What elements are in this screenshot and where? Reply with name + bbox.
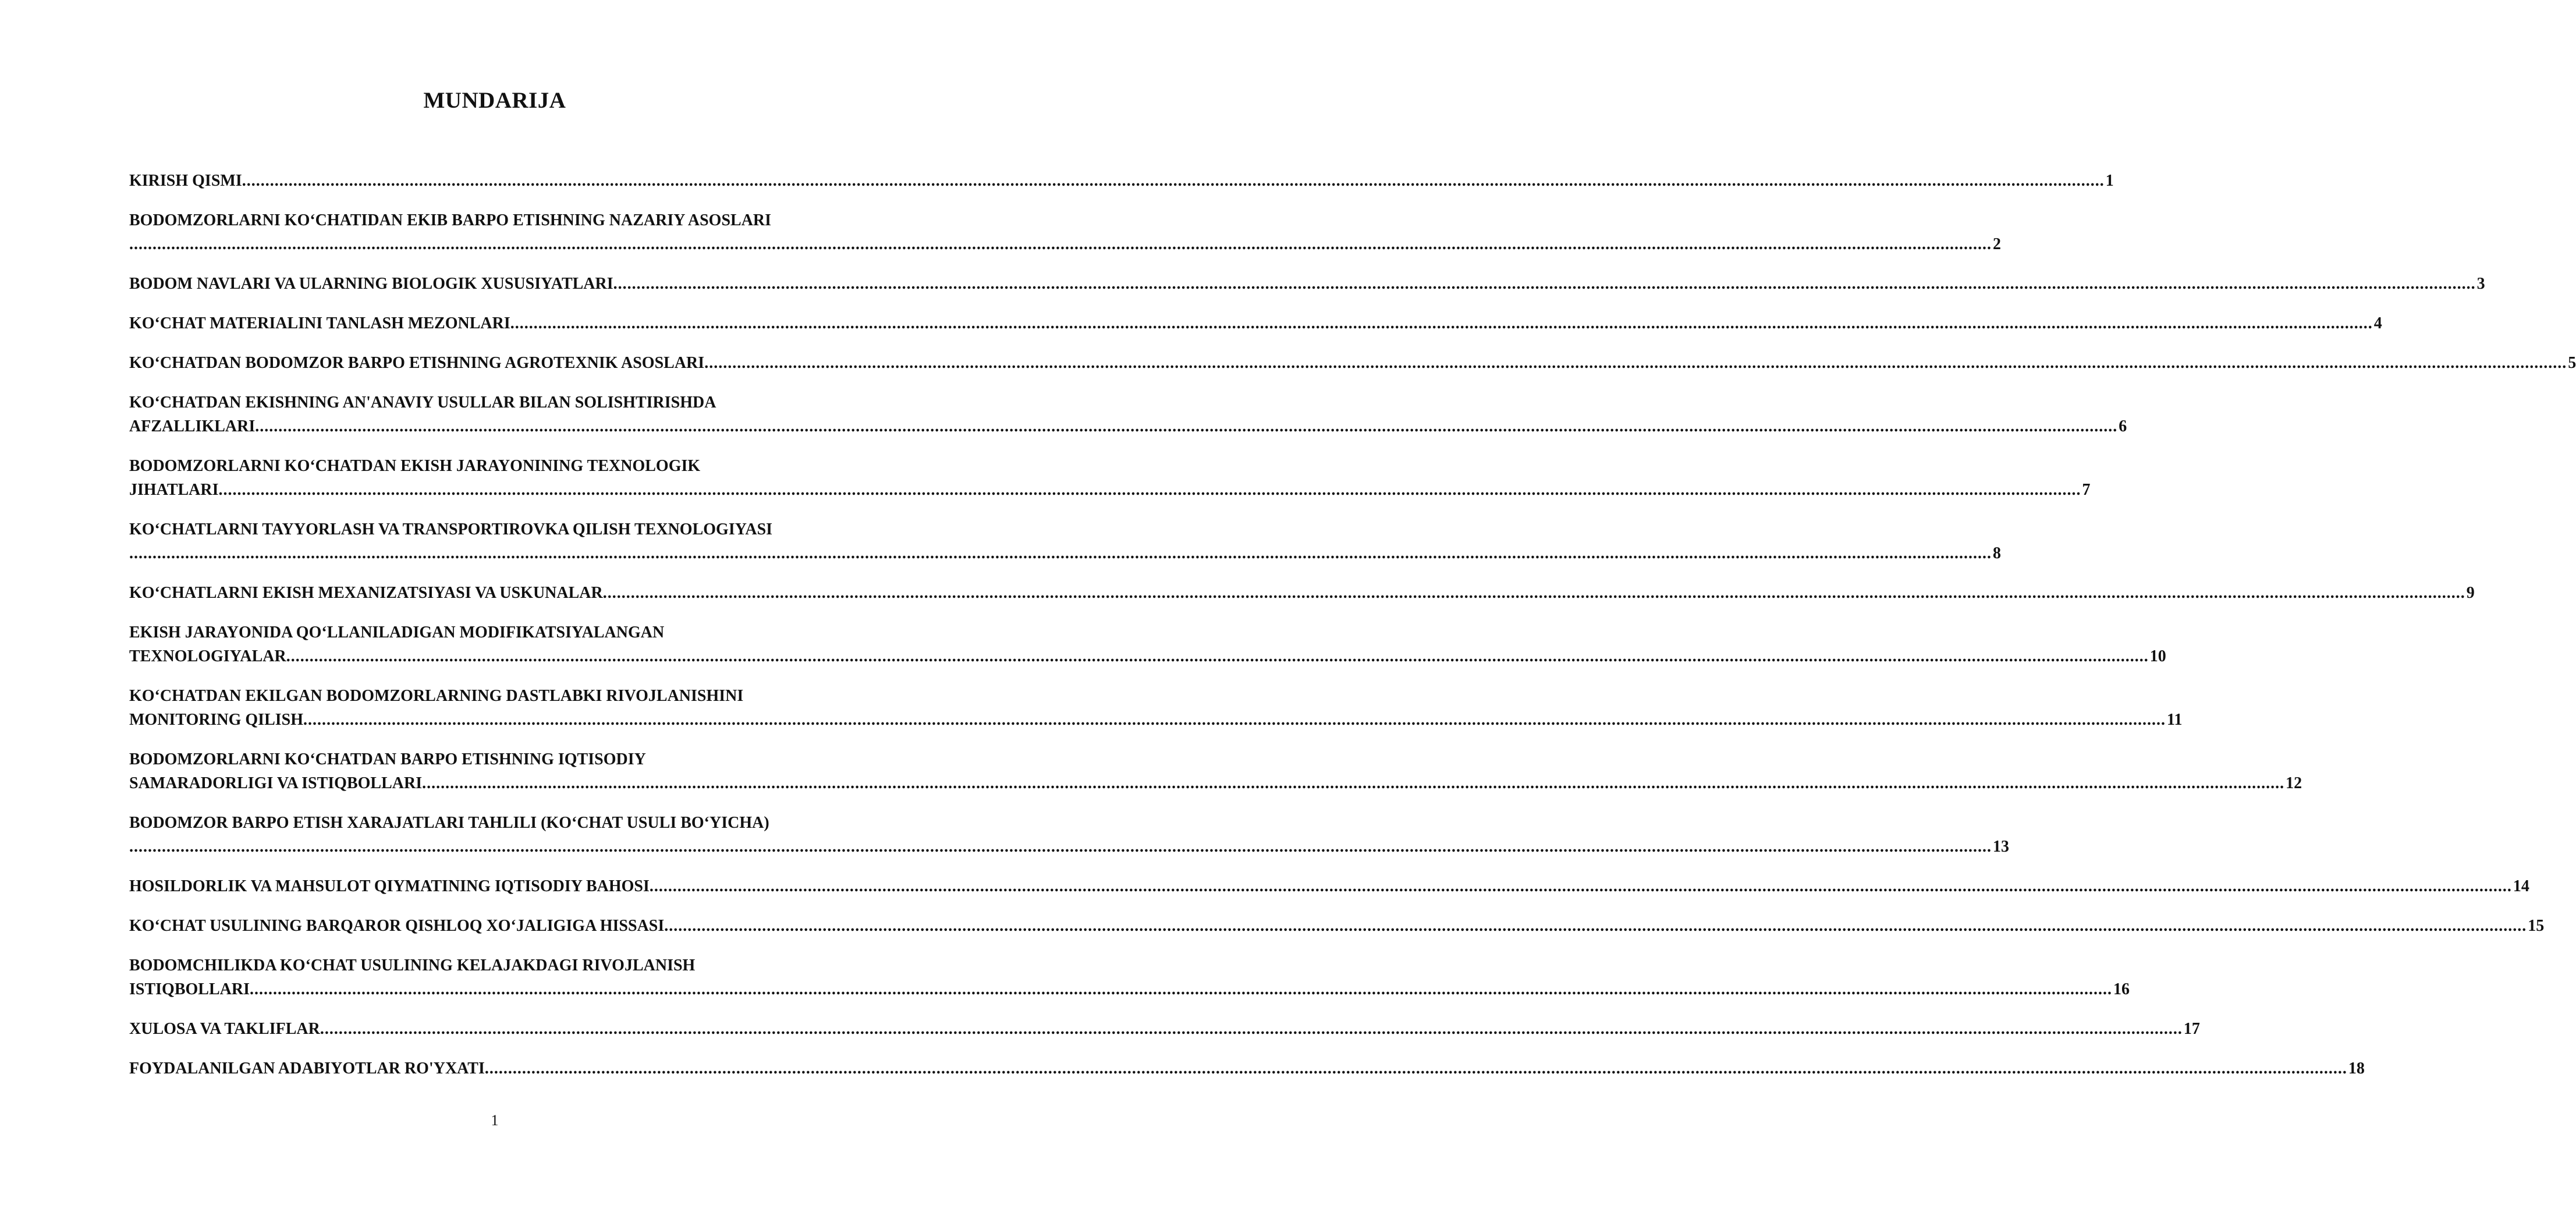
toc-page-number: 16 xyxy=(2113,980,2130,998)
toc-entry-line-with-page xyxy=(129,351,2576,375)
toc-entry-line-with-page xyxy=(129,977,2130,1001)
toc-entry[interactable] xyxy=(129,914,2545,938)
toc-dot-leader: ................................................................................................................................................................................................................................................................................................................................................................................................................ xyxy=(286,647,2149,665)
toc-entry-title: HOSILDORLIK VA MAHSULOT QIYMATINING IQTISODIY BAHOSI xyxy=(129,877,650,895)
toc-dot-leader: ................................................................................................................................................................................................................................................................................................................................................................................................................ xyxy=(242,172,2105,190)
toc-entry[interactable] xyxy=(129,169,2114,193)
toc-entry-title: BODOMZORLARNI KO‘CHATIDAN EKIB BARPO ETISHNING NAZARIY ASOSLARI xyxy=(129,211,772,229)
toc-dot-leader: ................................................................................................................................................................................................................................................................................................................................................................................................................ xyxy=(704,354,2567,372)
toc-page-number: 9 xyxy=(2466,584,2475,602)
toc-entry-line xyxy=(129,518,845,541)
toc-entry[interactable] xyxy=(129,518,2001,565)
toc-entry-line-with-page xyxy=(129,311,2382,335)
toc-entry-title: BODOM NAVLARI VA ULARNING BIOLOGIK XUSUSIYATLARI xyxy=(129,275,613,293)
toc-entry-line-with-page xyxy=(129,1017,2200,1041)
toc-page-number: 2 xyxy=(1993,235,2001,253)
toc-entry-title: BODOMCHILIKDA KO‘CHAT USULINING KELAJAKDAGI RIVOJLANISH xyxy=(129,956,696,974)
toc-dot-leader: ................................................................................................................................................................................................................................................................................................................................................................................................................ xyxy=(255,417,2118,435)
toc-page-number: 18 xyxy=(2348,1059,2365,1078)
toc-entry-line xyxy=(129,811,845,835)
toc-dot-leader: ................................................................................................................................................................................................................................................................................................................................................................................................................ xyxy=(422,774,2285,792)
toc-page-number: 10 xyxy=(2149,647,2166,665)
toc-entry-line xyxy=(129,684,845,708)
toc-entry-line-with-page xyxy=(129,835,2009,859)
toc-page-number: 15 xyxy=(2528,917,2545,935)
toc-page-number: 17 xyxy=(2183,1020,2200,1038)
page-number: 1 xyxy=(491,1112,499,1129)
table-of-contents xyxy=(129,169,2576,1096)
toc-entry-line xyxy=(129,747,845,771)
toc-entry-line-with-page xyxy=(129,914,2545,938)
toc-entry[interactable] xyxy=(129,1057,2365,1080)
toc-entry-line xyxy=(129,391,845,414)
toc-entry[interactable] xyxy=(129,811,2009,859)
toc-entry-title: XULOSA VA TAKLIFLAR xyxy=(129,1020,320,1038)
toc-entry[interactable] xyxy=(129,874,2529,898)
toc-entry[interactable] xyxy=(129,208,2001,256)
toc-page-number: 3 xyxy=(2476,275,2485,293)
toc-dot-leader: ................................................................................................................................................................................................................................................................................................................................................................................................................ xyxy=(510,314,2373,332)
toc-entry-line-with-page xyxy=(129,169,2114,193)
toc-entry-line-with-page xyxy=(129,874,2529,898)
toc-entry-title: EKISH JARAYONIDA QO‘LLANILADIGAN MODIFIKATSIYALANGAN xyxy=(129,623,665,642)
toc-entry-line xyxy=(129,208,845,232)
toc-entry-line-with-page xyxy=(129,232,2001,256)
toc-entry-title: JIHATLARI xyxy=(129,481,219,499)
toc-page-number: 13 xyxy=(1993,838,2009,856)
toc-page-number: 1 xyxy=(2105,172,2114,190)
toc-entry[interactable] xyxy=(129,391,2127,438)
toc-entry-line-with-page xyxy=(129,414,2127,438)
toc-entry-line-with-page xyxy=(129,1057,2365,1080)
toc-page-number: 7 xyxy=(2082,481,2091,499)
toc-entry[interactable] xyxy=(129,684,2183,732)
toc-dot-leader: ................................................................................................................................................................................................................................................................................................................................................................................................................ xyxy=(218,481,2081,499)
toc-dot-leader: ................................................................................................................................................................................................................................................................................................................................................................................................................ xyxy=(129,235,1992,253)
toc-entry-line-with-page xyxy=(129,771,2302,795)
toc-entry[interactable] xyxy=(129,272,2485,296)
toc-entry-title: BODOMZOR BARPO ETISH XARAJATLARI TAHLILI (KO‘CHAT USULI BO‘YICHA) xyxy=(129,814,769,832)
toc-page-number: 4 xyxy=(2373,314,2382,332)
toc-entry[interactable] xyxy=(129,351,2576,375)
toc-entry[interactable] xyxy=(129,311,2382,335)
toc-entry-line-with-page xyxy=(129,581,2475,605)
toc-entry-title: TEXNOLOGIYALAR xyxy=(129,647,286,665)
toc-entry-line-with-page xyxy=(129,644,2166,668)
toc-entry[interactable] xyxy=(129,621,2166,668)
toc-entry-title: KO‘CHATDAN EKILGAN BODOMZORLARNING DASTLABKI RIVOJLANISHINI xyxy=(129,687,744,705)
toc-entry-title: AFZALLIKLARI xyxy=(129,417,256,435)
toc-entry-title: MONITORING QILISH xyxy=(129,711,303,729)
toc-dot-leader: ................................................................................................................................................................................................................................................................................................................................................................................................................ xyxy=(320,1020,2183,1038)
toc-entry[interactable] xyxy=(129,454,2091,502)
toc-page-number: 12 xyxy=(2286,774,2302,792)
toc-dot-leader: ................................................................................................................................................................................................................................................................................................................................................................................................................ xyxy=(613,275,2476,293)
toc-entry-line xyxy=(129,954,845,977)
toc-dot-leader: ................................................................................................................................................................................................................................................................................................................................................................................................................ xyxy=(303,711,2166,729)
toc-entry-title: KO‘CHAT USULINING BARQAROR QISHLOQ XO‘JALIGIGA HISSASI xyxy=(129,917,665,935)
toc-entry-line-with-page xyxy=(129,541,2001,565)
toc-dot-leader: ................................................................................................................................................................................................................................................................................................................................................................................................................ xyxy=(129,544,1992,562)
toc-entry[interactable] xyxy=(129,1017,2200,1041)
page-title: MUNDARIJA xyxy=(423,88,566,113)
toc-entry-title: KO‘CHATDAN EKISHNING AN'ANAVIY USULLAR BILAN SOLISHTIRISHDA xyxy=(129,394,716,412)
toc-entry[interactable] xyxy=(129,747,2302,795)
toc-dot-leader: ................................................................................................................................................................................................................................................................................................................................................................................................................ xyxy=(649,877,2512,895)
toc-entry-title: KO‘CHATLARNI TAYYORLASH VA TRANSPORTIROVKA QILISH TEXNOLOGIYASI xyxy=(129,520,773,538)
toc-entry-title: ISTIQBOLLARI xyxy=(129,980,250,998)
toc-page-number: 11 xyxy=(2167,711,2183,729)
toc-entry-line xyxy=(129,454,845,478)
toc-entry-title: KO‘CHATLARNI EKISH MEXANIZATSIYASI VA USKUNALAR xyxy=(129,584,603,602)
toc-entry-title: FOYDALANILGAN ADABIYOTLAR RO'YXATI xyxy=(129,1059,485,1078)
toc-entry-title: BODOMZORLARNI KO‘CHATDAN BARPO ETISHNING IQTISODIY xyxy=(129,750,646,768)
toc-entry-line-with-page xyxy=(129,708,2183,732)
toc-entry-title: KIRISH QISMI xyxy=(129,172,242,190)
toc-entry-title: BODOMZORLARNI KO‘CHATDAN EKISH JARAYONINING TEXNOLOGIK xyxy=(129,457,701,475)
toc-entry[interactable] xyxy=(129,581,2475,605)
toc-dot-leader: ................................................................................................................................................................................................................................................................................................................................................................................................................ xyxy=(484,1059,2347,1078)
toc-dot-leader: ................................................................................................................................................................................................................................................................................................................................................................................................................ xyxy=(664,917,2527,935)
toc-entry[interactable] xyxy=(129,954,2130,1001)
toc-entry-title: KO‘CHAT MATERIALINI TANLASH MEZONLARI xyxy=(129,314,510,332)
toc-entry-title: KO‘CHATDAN BODOMZOR BARPO ETISHNING AGROTEXNIK ASOSLARI xyxy=(129,354,705,372)
toc-dot-leader: ................................................................................................................................................................................................................................................................................................................................................................................................................ xyxy=(249,980,2112,998)
toc-entry-line-with-page xyxy=(129,272,2485,296)
toc-dot-leader: ................................................................................................................................................................................................................................................................................................................................................................................................................ xyxy=(602,584,2465,602)
toc-dot-leader: ................................................................................................................................................................................................................................................................................................................................................................................................................ xyxy=(129,838,1992,856)
toc-page-number: 5 xyxy=(2568,354,2576,372)
toc-entry-line-with-page xyxy=(129,478,2091,502)
toc-entry-line xyxy=(129,621,845,644)
toc-entry-title: SAMARADORLIGI VA ISTIQBOLLARI xyxy=(129,774,423,792)
toc-page-number: 8 xyxy=(1993,544,2001,562)
toc-page-number: 6 xyxy=(2119,417,2127,435)
toc-page-number: 14 xyxy=(2513,877,2529,895)
